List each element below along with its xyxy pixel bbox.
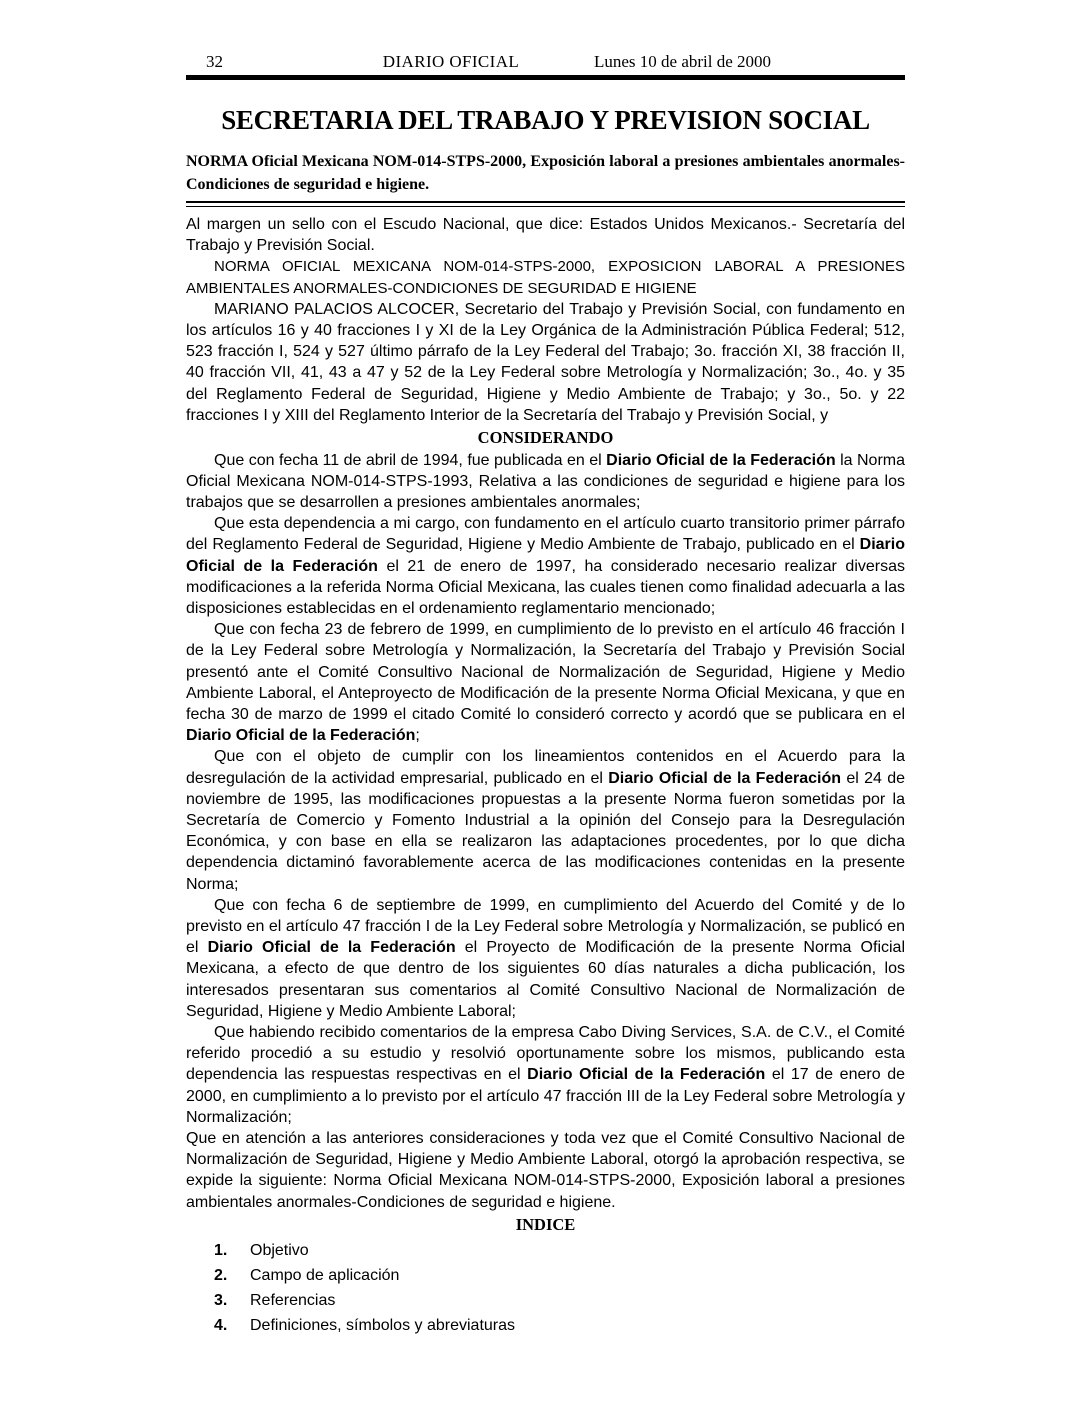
page-number: 32 (206, 52, 223, 71)
header-rule (186, 75, 905, 80)
index-number: 1. (214, 1242, 228, 1260)
index-item (186, 1265, 905, 1286)
running-header (186, 0, 905, 72)
index-list (186, 1240, 905, 1336)
index-label: Campo de aplicación (250, 1267, 400, 1285)
index-item (186, 1240, 905, 1261)
considerando-paragraph: Que con fecha 11 de abril de 1994, fue publicada en el Diario Oficial de la Federación la Norma Oficial Mexicana NOM-014-STPS-1993, Relativa a las condiciones de seguridad e higiene para los trabajos que se desarrollen a presiones ambientales anormales; (186, 451, 906, 511)
considerando-paragraph: Que con fecha 6 de septiembre de 1999, en cumplimiento del Acuerdo del Comité y de lo previsto en el artículo 47 fracción I de la Ley Federal sobre Metrología y Normalización, se publicó en el Diario Oficial de la Federación el Proyecto de Modificación de la presente Norma Oficial Mexicana, a efecto de que dentro de los siguientes 60 días naturales a dicha publicación, los interesados presentaran sus comentarios al Comité Consultivo Nacional de Normalización de Seguridad, Higiene y Medio Ambiente Laboral; (186, 896, 906, 1020)
index-item (186, 1315, 905, 1336)
index-item (186, 1290, 905, 1311)
index-label: Objetivo (250, 1242, 309, 1260)
considerando-paragraph: Que con el objeto de cumplir con los lineamientos contenidos en el Acuerdo para la desregulación de la actividad empresarial, publicado en el Diario Oficial de la Federación el 24 de noviembre de 1995, las modificaciones propuestas a la presente Norma fueron sometidas por la Secretaría de Comercio y Fomento Industrial a la opinión del Consejo para la Desregulación Económica, y con base en ella se realizaron las adaptaciones procedentes, por lo que dicha dependencia dictaminó favorablemente acerca de las modificaciones contenidas en la presente Norma; (186, 748, 905, 893)
index-label: Referencias (250, 1292, 336, 1310)
document-body (186, 214, 905, 1336)
index-number: 3. (214, 1292, 228, 1310)
considerando-paragraph: Que en atención a las anteriores consideraciones y toda vez que el Comité Consultivo Nacional de Normalización de Seguridad, Higiene y Medio Ambiente Laboral, otorgó la aprobación respectiva, se expide la siguiente: Norma Oficial Mexicana NOM-014-STPS-2000, Exposición laboral a presiones ambientales anormales-Condiciones de seguridad e higiene. (186, 1130, 905, 1211)
al-margen-paragraph: Al margen un sello con el Escudo Nacional, que dice: Estados Unidos Mexicanos.- Secretaría del Trabajo y Previsión Social. (186, 216, 905, 255)
considerando-heading: CONSIDERANDO (477, 428, 614, 448)
page-title: SECRETARIA DEL TRABAJO Y PREVISION SOCIAL (221, 105, 870, 135)
mariano-paragraph: MARIANO PALACIOS ALCOCER, Secretario del Trabajo y Previsión Social, con fundamento en los artículos 16 y 40 fracciones I y XI de la Ley Orgánica de la Administración Pública Federal; 512, 523 fracción I, 524 y 527 último párrafo de la Ley Federal del Trabajo; 3o. fracción XI, 38 fracción II, 40 fracción VII, 41, 43 a 47 y 52 de la Ley Federal sobre Metrología y Normalización; 3o., 4o. y 35 del Reglamento Federal de Seguridad, Higiene y Medio Ambiente de Trabajo; y 3o., 5o. y 22 fracciones I y XIII del Reglamento Interior de la Secretaría del Trabajo y Previsión Social, y (186, 300, 905, 424)
publication-name: DIARIO OFICIAL (382, 52, 520, 71)
norma-heading: NORMA Oficial Mexicana NOM-014-STPS-2000, Exposición laboral a presiones ambientales anormales-Condiciones de seguridad e higiene. (186, 153, 905, 193)
indice-heading: INDICE (515, 1214, 576, 1234)
page-content (186, 0, 905, 1336)
issue-date: Lunes 10 de abril de 2000 (594, 52, 772, 71)
norma-caps-paragraph: NORMA OFICIAL MEXICANA NOM-014-STPS-2000, EXPOSICION LABORAL A PRESIONES AMBIENTALES ANORMALES-CONDICIONES DE SEGURIDAD E HIGIENE (186, 258, 905, 297)
index-label: Definiciones, símbolos y abreviaturas (250, 1317, 516, 1335)
index-number: 2. (214, 1267, 228, 1285)
considerando-paragraph: Que con fecha 23 de febrero de 1999, en cumplimiento de lo previsto en el artículo 46 fracción I de la Ley Federal sobre Metrología y Normalización, la Secretaría del Trabajo y Previsión Social presentó ante el Comité Consultivo Nacional de Normalización de Seguridad, Higiene y Medio Ambiente Laboral, el Anteproyecto de Modificación de la presente Norma Oficial Mexicana, y que en fecha 30 de marzo de 1999 el citado Comité lo consideró correcto y acordó que se publicara en el Diario Oficial de la Federación; (186, 621, 905, 745)
double-rule (186, 201, 905, 207)
considerando-paragraph: Que habiendo recibido comentarios de la empresa Cabo Diving Services, S.A. de C.V., el Comité referido procedió a su estudio y resolvió oportunamente sobre los mismos, publicando esta dependencia las respuestas respectivas en el Diario Oficial de la Federación el 17 de enero de 2000, en cumplimiento a lo previsto por el artículo 47 fracción III de la Ley Federal sobre Metrología y Normalización; (186, 1024, 906, 1126)
index-number: 4. (214, 1317, 228, 1335)
considerando-paragraph: Que esta dependencia a mi cargo, con fundamento en el artículo cuarto transitorio primer párrafo del Reglamento Federal de Seguridad, Higiene y Medio Ambiente de Trabajo, publicado en el Diario Oficial de la Federación el 21 de enero de 1997, ha considerado necesario realizar diversas modificaciones a la referida Norma Oficial Mexicana, las cuales tienen como finalidad adecuarla a las disposiciones establecidas en el ordenamiento reglamentario mencionado; (186, 515, 905, 617)
